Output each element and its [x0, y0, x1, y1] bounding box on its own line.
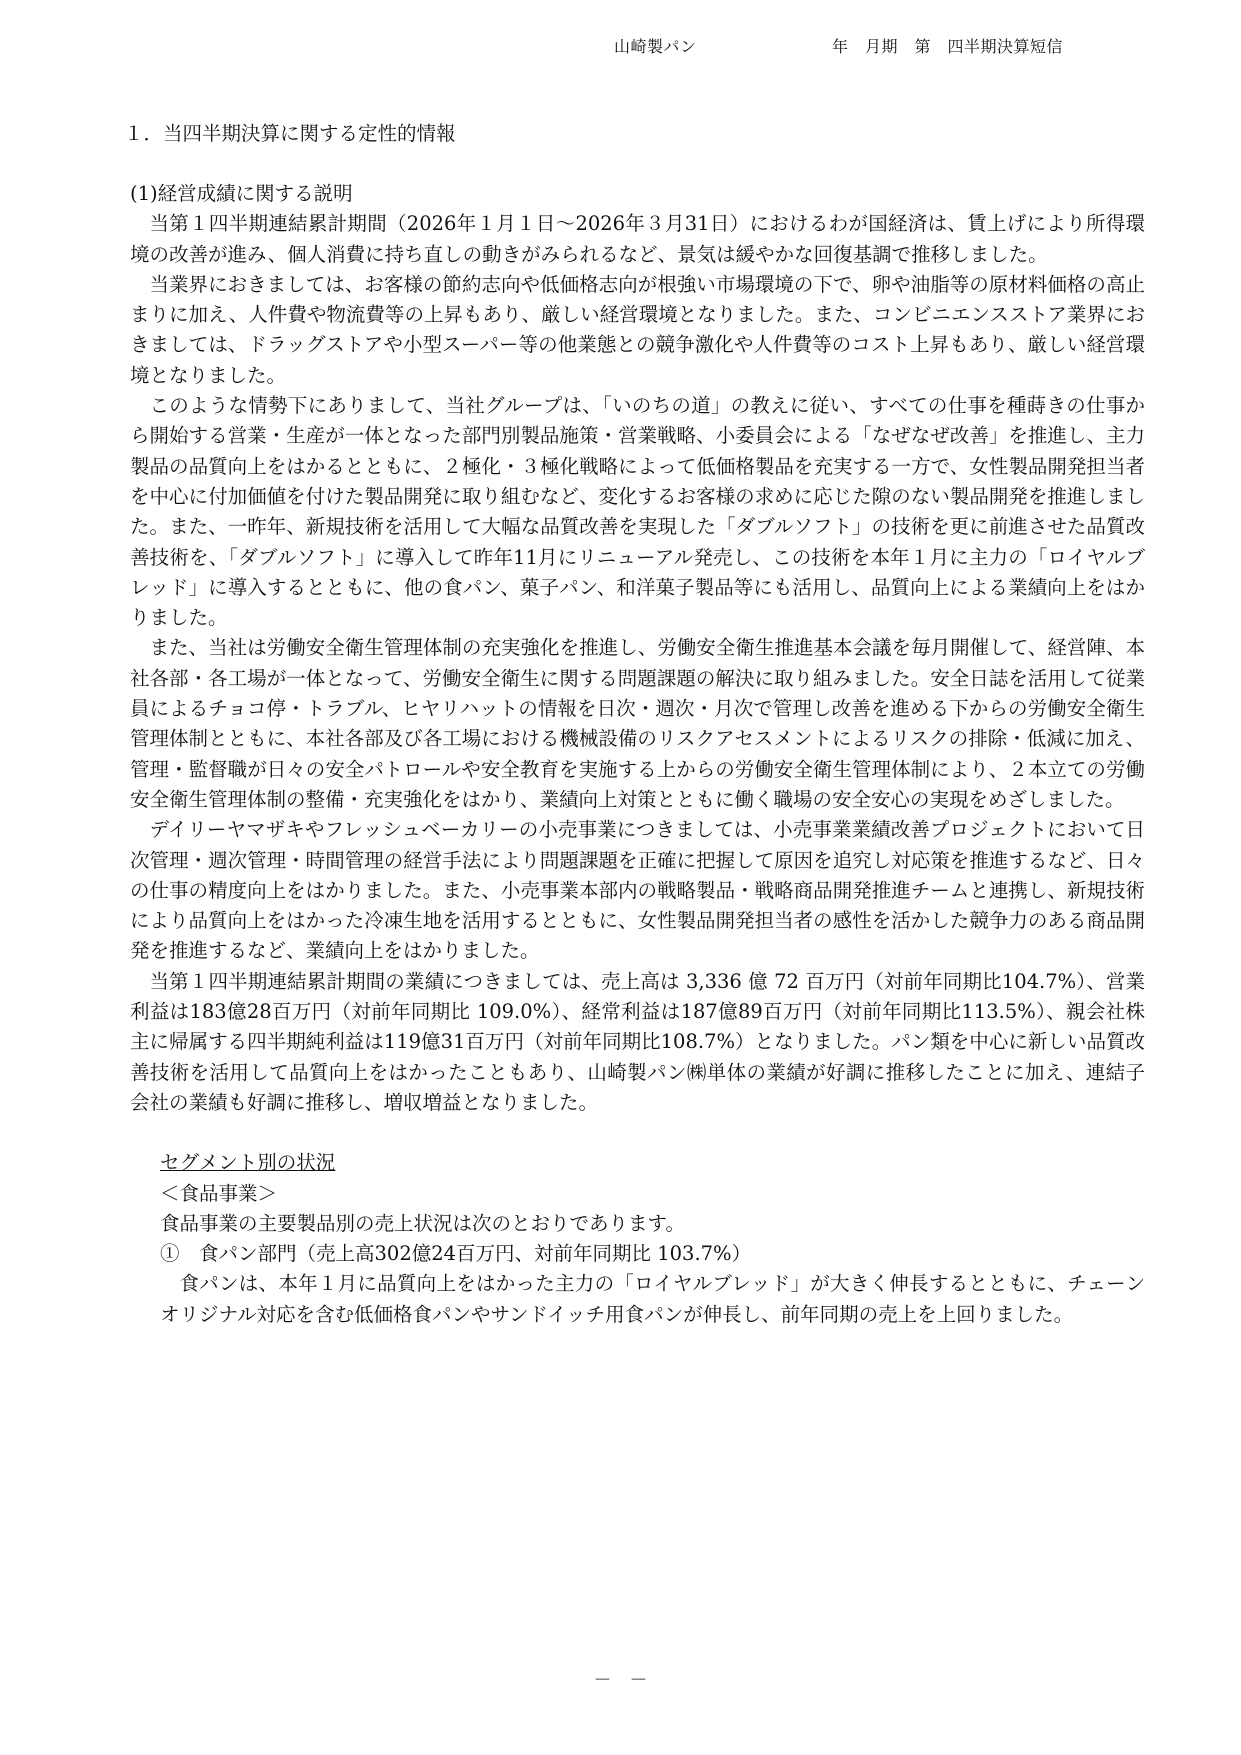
- subsection-title: (1)経営成績に関する説明: [130, 182, 353, 205]
- segment-business: ＜食品事業＞: [160, 1181, 278, 1205]
- paragraph-industry: 当業界におきましては、お客様の節約志向や低価格志向が根強い市場環境の下で、卵や油脂等の原材料価格の高止まりに加え、人件費や物流費等の上昇もあり、厳しい経営環境となりました。また、コンビニエンスストア業界におきましては、ドラッグストアや小型スーパー等の他業態との競争激化や人件費等のコスト上昇もあり、厳しい経営環境となりました。: [130, 272, 1145, 387]
- paragraph-retail: デイリーヤマザキやフレッシュベーカリーの小売事業につきましては、小売事業業績改善プロジェクトにおいて日次管理・週次管理・時間管理の経営手法により問題課題を正確に把握して原因を追究し対応策を推進するなど、日々の仕事の精度向上をはかりました。また、小売事業本部内の戦略製品・戦略商品開発推進チームと連携し、新規技術により品質向上をはかった冷凍生地を活用するとともに、女性製品開発担当者の感性を活かした競争力のある商品開発を推進するなど、業績向上をはかりました。: [130, 818, 1145, 963]
- paragraph-economy: 当第１四半期連結累計期間（2026年１月１日～2026年３月31日）におけるわが国経済は、賃上げにより所得環境の改善が進み、個人消費に持ち直しの動きがみられるなど、景気は緩やかな回復基調で推移しました。: [130, 212, 1145, 266]
- paragraph-safety: また、当社は労働安全衛生管理体制の充実強化を推進し、労働安全衛生推進基本会議を毎月開催して、経営陣、本社各部・各工場が一体となって、労働安全衛生に関する問題課題の解決に取り組みました。安全日誌を活用して従業員によるチョコ停・トラブル、ヒヤリハットの情報を日次・週次・月次で管理し改善を進める下からの労働安全衛生管理体制とともに、本社各部及び各工場における機械設備のリスクアセスメントによるリスクの排除・低減に加え、管理・監督職が日々の安全パトロールや安全教育を実施する上からの労働安全衛生管理体制により、２本立ての労働安全衛生管理体制の整備・充実強化をはかり、業績向上対策とともに働く職場の安全安心の実現をめざしました。: [130, 636, 1145, 811]
- segment-heading: セグメント別の状況: [160, 1151, 336, 1175]
- segment-item-bread-text: 食パンは、本年１月に品質向上をはかった主力の「ロイヤルブレッド」が大きく伸長するとともに、チェーンオリジナル対応を含む低価格食パンやサンドイッチ用食パンが伸長し、前年同期の売上を上回りました。: [160, 1272, 1145, 1326]
- segment-item-bread-title: ① 食パン部門（売上高302億24百万円、対前年同期比 103.7%）: [160, 1242, 752, 1266]
- header-report-title: 年 月期 第 四半期決算短信: [832, 37, 1064, 56]
- header-company: 山崎製パン: [614, 37, 697, 56]
- page-number: － －: [593, 1670, 648, 1691]
- section-title: １．当四半期決算に関する定性的情報: [124, 122, 456, 145]
- paragraph-results: 当第１四半期連結累計期間の業績につきましては、売上高は 3,336 億 72 百万円（対前年同期比104.7%）、営業利益は183億28百万円（対前年同期比 109.0%）、経常利益は187億89百万円（対前年同期比113.5%）、親会社株主に帰属する四半期純利益は119億31百万円（対前年同期比108.7%）となりました。パン類を中心に新しい品質改善技術を活用して品質向上をはかったこともあり、山崎製パン㈱単体の業績が好調に推移したことに加え、連結子会社の業績も好調に推移し、増収増益となりました。: [130, 969, 1145, 1114]
- paragraph-strategy: このような情勢下にありまして、当社グループは、「いのちの道」の教えに従い、すべての仕事を種蒔きの仕事から開始する営業・生産が一体となった部門別製品施策・営業戦略、小委員会による「なぜなぜ改善」を推進し、主力製品の品質向上をはかるとともに、２極化・３極化戦略によって低価格製品を充実する一方で、女性製品開発担当者を中心に付加価値を付けた製品開発に取り組むなど、変化するお客様の求めに応じた隙のない製品開発を推進しました。また、一昨年、新規技術を活用して大幅な品質改善を実現した「ダブルソフト」の技術を更に前進させた品質改善技術を、「ダブルソフト」に導入して昨年11月にリニューアル発売し、この技術を本年１月に主力の「ロイヤルブレッド」に導入するとともに、他の食パン、菓子パン、和洋菓子製品等にも活用し、品質向上による業績向上をはかりました。: [130, 394, 1145, 630]
- document-body: [130, 179, 1145, 1330]
- segment-intro: 食品事業の主要製品別の売上状況は次のとおりであります。: [160, 1211, 685, 1235]
